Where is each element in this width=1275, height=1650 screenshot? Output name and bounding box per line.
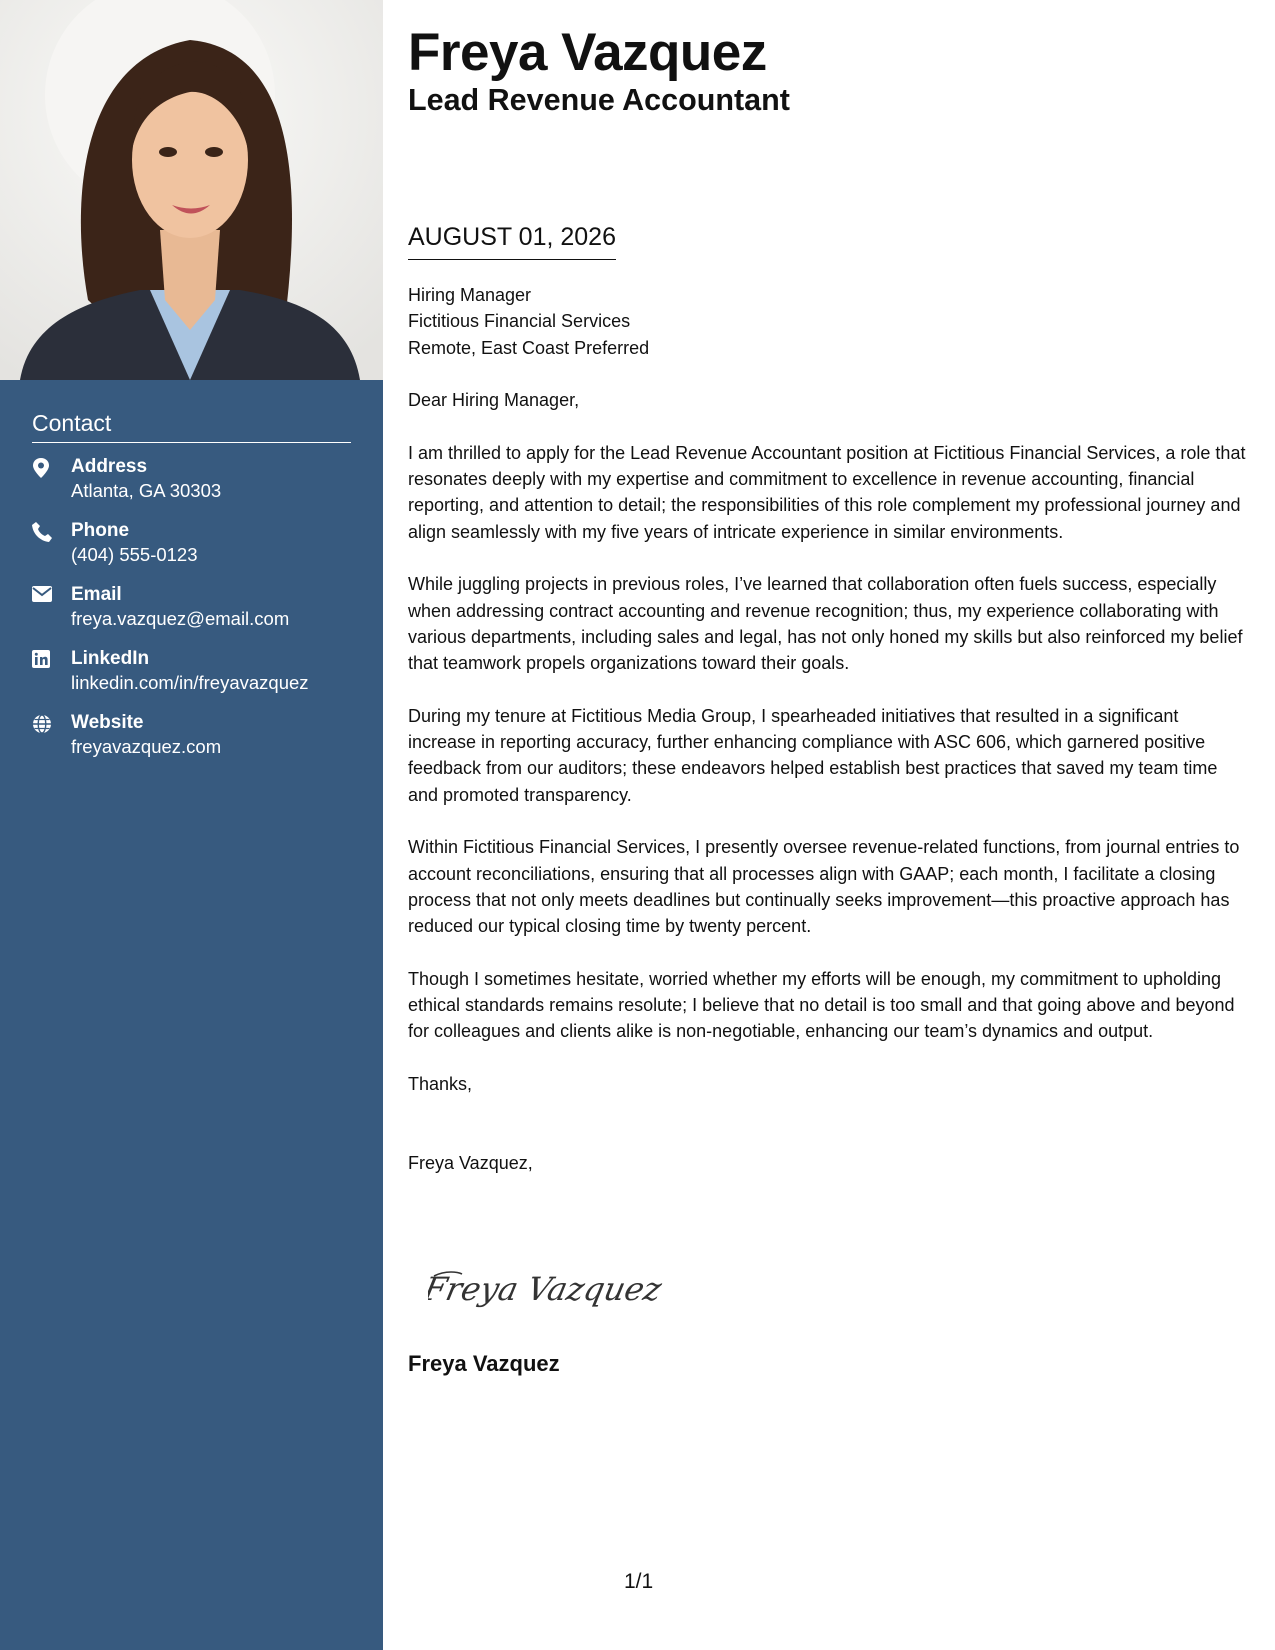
contact-website	[32, 711, 351, 759]
contact-heading: Contact	[32, 410, 351, 443]
profile-photo	[0, 0, 383, 380]
signer-name: Freya Vazquez	[408, 1351, 560, 1376]
phone-icon	[32, 519, 71, 567]
linkedin-link[interactable]: linkedin.com/in/freyavazquez	[71, 672, 309, 693]
recipient-line: Remote, East Coast Preferred	[408, 337, 650, 358]
letter-body	[408, 282, 1248, 1203]
contact-linkedin	[32, 647, 351, 695]
website-link[interactable]: freyavazquez.com	[71, 736, 222, 757]
handwritten-signature	[428, 1262, 668, 1327]
closing: Thanks,	[408, 1073, 473, 1094]
recipient-block	[408, 282, 1248, 361]
contact-label: Address	[71, 456, 148, 477]
sidebar	[0, 0, 383, 1650]
linkedin-icon	[32, 647, 71, 695]
globe-icon	[32, 711, 71, 759]
address-value: Atlanta, GA 30303	[71, 480, 222, 501]
contact-section	[32, 410, 351, 775]
letter-paragraph: During my tenure at Fictitious Media Group, I spearheaded initiatives that resulted in a significant increase in reporting accuracy, further enhancing compliance with ASC 606, which garnered positive feedback from our auditors; these endeavors helped establish best practices that saved my team time and promoted transparency.	[408, 705, 1218, 805]
contact-address	[32, 455, 351, 503]
svg-text:Freya Vazquez: Freya Vazquez	[428, 1270, 665, 1308]
email-link[interactable]: freya.vazquez@email.com	[71, 608, 290, 629]
letter-paragraph: Though I sometimes hesitate, worried whether my efforts will be enough, my commitment to upholding ethical standards remains resolute; I believe that no detail is too small and that going above and beyond for colleagues and clients alike is non-negotiable, enhancing our team’s dynamics and output.	[408, 968, 1235, 1042]
recipient-line: Fictitious Financial Services	[408, 311, 631, 332]
contact-phone	[32, 519, 351, 567]
sign-off: Freya Vazquez,	[408, 1153, 533, 1174]
contact-label: Email	[71, 584, 122, 605]
salutation: Dear Hiring Manager,	[408, 390, 580, 411]
letter-date: AUGUST 01, 2026	[408, 223, 616, 260]
letter-paragraph: While juggling projects in previous roles, I’ve learned that collaboration often fuels success, especially when addressing contract accounting and revenue recognition; thus, my experience collaborating with various departments, including sales and legal, has not only honed my skills but also reinforced my belief that teamwork propels organizations toward their goals.	[408, 574, 1243, 674]
job-title: Lead Revenue Accountant	[408, 83, 790, 117]
envelope-icon	[32, 583, 71, 631]
contact-email	[32, 583, 351, 631]
contact-label: Website	[71, 712, 144, 733]
map-pin-icon	[32, 455, 71, 503]
phone-value: (404) 555-0123	[71, 544, 198, 565]
letter-paragraph: Within Fictitious Financial Services, I presently oversee revenue-related functions, from journal entries to account reconciliations, ensuring that all processes align with GAAP; each month, I facilitate a closing process that not only meets deadlines but continually seeks improvement—this proactive approach has reduced our typical closing time by twenty percent.	[408, 837, 1240, 937]
page-number: 1/1	[624, 1570, 654, 1593]
letter-paragraph: I am thrilled to apply for the Lead Revenue Accountant position at Fictitious Financial Services, a role that resonates deeply with my expertise and commitment to excellence in revenue accounting, financial reporting, and attention to detail; the responsibilities of this role complement my professional journey and align seamlessly with my five years of intricate experience in similar environments.	[408, 442, 1246, 542]
contact-label: Phone	[71, 520, 130, 541]
applicant-name: Freya Vazquez	[408, 23, 767, 82]
contact-label: LinkedIn	[71, 648, 150, 669]
recipient-line: Hiring Manager	[408, 285, 532, 305]
